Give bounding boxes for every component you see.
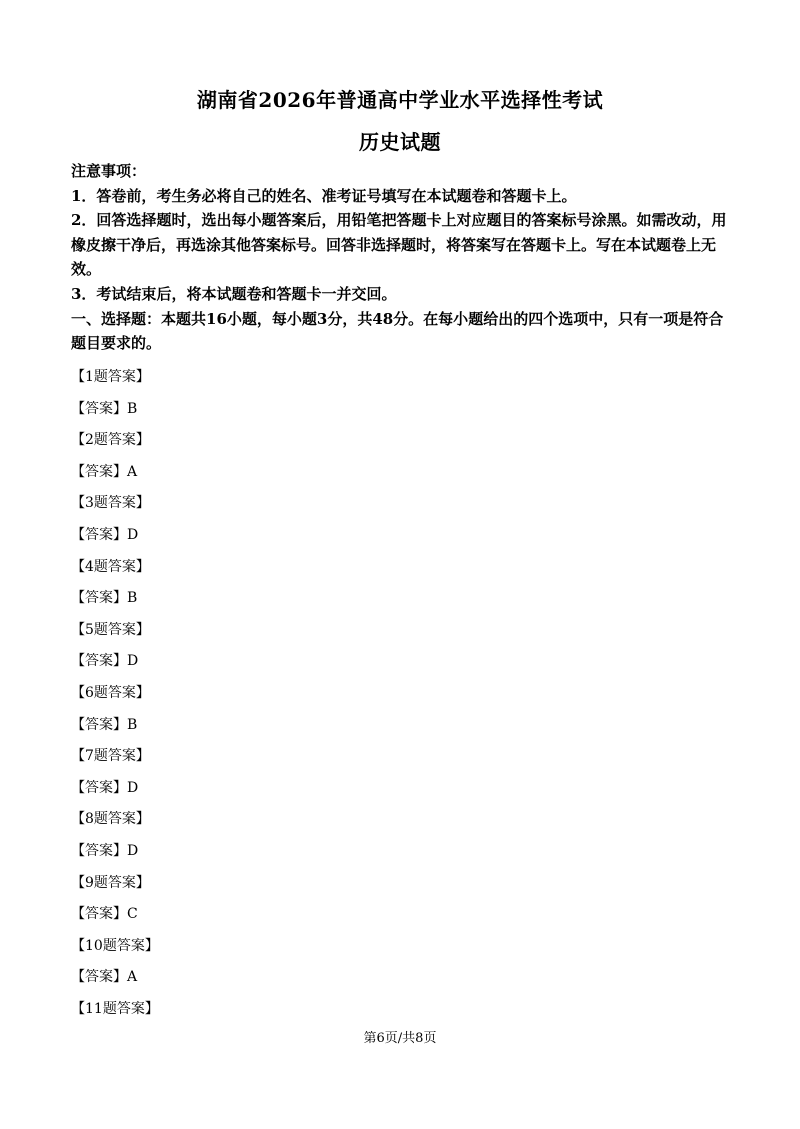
answer-value: 【答案】D bbox=[71, 653, 139, 670]
answer-value: 【答案】B bbox=[71, 716, 138, 733]
question-answer-header: 【9题答案】 bbox=[71, 874, 150, 891]
answer-value: 【答案】D bbox=[71, 526, 139, 543]
question-answer-header: 【11题答案】 bbox=[71, 1000, 159, 1017]
question-answer-header: 【6题答案】 bbox=[71, 684, 150, 701]
instructions-block bbox=[71, 159, 731, 356]
section-heading: 一、选择题：本题共16小题，每小题3分，共48分。在每小题给出的四个选项中，只有一项是符合题目要求的。 bbox=[71, 309, 724, 353]
question-answer-header: 【4题答案】 bbox=[71, 558, 150, 575]
question-answer-header: 【10题答案】 bbox=[71, 937, 159, 954]
document-subtitle: 历史试题 bbox=[359, 130, 441, 154]
answer-value: 【答案】A bbox=[71, 463, 138, 480]
instruction-item-1: 1．答卷前，考生务必将自己的姓名、准考证号填写在本试题卷和答题卡上。 bbox=[71, 186, 577, 205]
answer-value: 【答案】B bbox=[71, 590, 138, 607]
instruction-item-2: 2．回答选择题时，选出每小题答案后，用铅笔把答题卡上对应题目的答案标号涂黑。如需改动，用橡皮擦干净后，再选涂其他答案标号。回答非选择题时，将答案写在答题卡上。写在本试题卷上无效。 bbox=[71, 211, 727, 279]
question-answer-header: 【2题答案】 bbox=[71, 432, 150, 449]
question-answer-header: 【3题答案】 bbox=[71, 495, 150, 512]
answer-value: 【答案】B bbox=[71, 400, 138, 417]
question-answer-header: 【7题答案】 bbox=[71, 748, 150, 765]
document-title: 湖南省2026年普通高中学业水平选择性考试 bbox=[196, 88, 604, 112]
instructions-heading: 注意事项： bbox=[71, 162, 147, 180]
answer-value: 【答案】A bbox=[71, 969, 138, 986]
answer-value: 【答案】C bbox=[71, 906, 138, 923]
question-answer-header: 【1题答案】 bbox=[71, 369, 150, 385]
answer-value: 【答案】D bbox=[71, 842, 139, 859]
answer-list bbox=[71, 362, 731, 1025]
question-answer-header: 【8题答案】 bbox=[71, 811, 150, 828]
question-answer-header: 【5题答案】 bbox=[71, 621, 150, 638]
instruction-item-3: 3．考试结束后，将本试题卷和答题卡一并交回。 bbox=[71, 284, 397, 303]
answer-value: 【答案】D bbox=[71, 779, 139, 796]
page-number: 第6页/共8页 bbox=[363, 1031, 437, 1046]
